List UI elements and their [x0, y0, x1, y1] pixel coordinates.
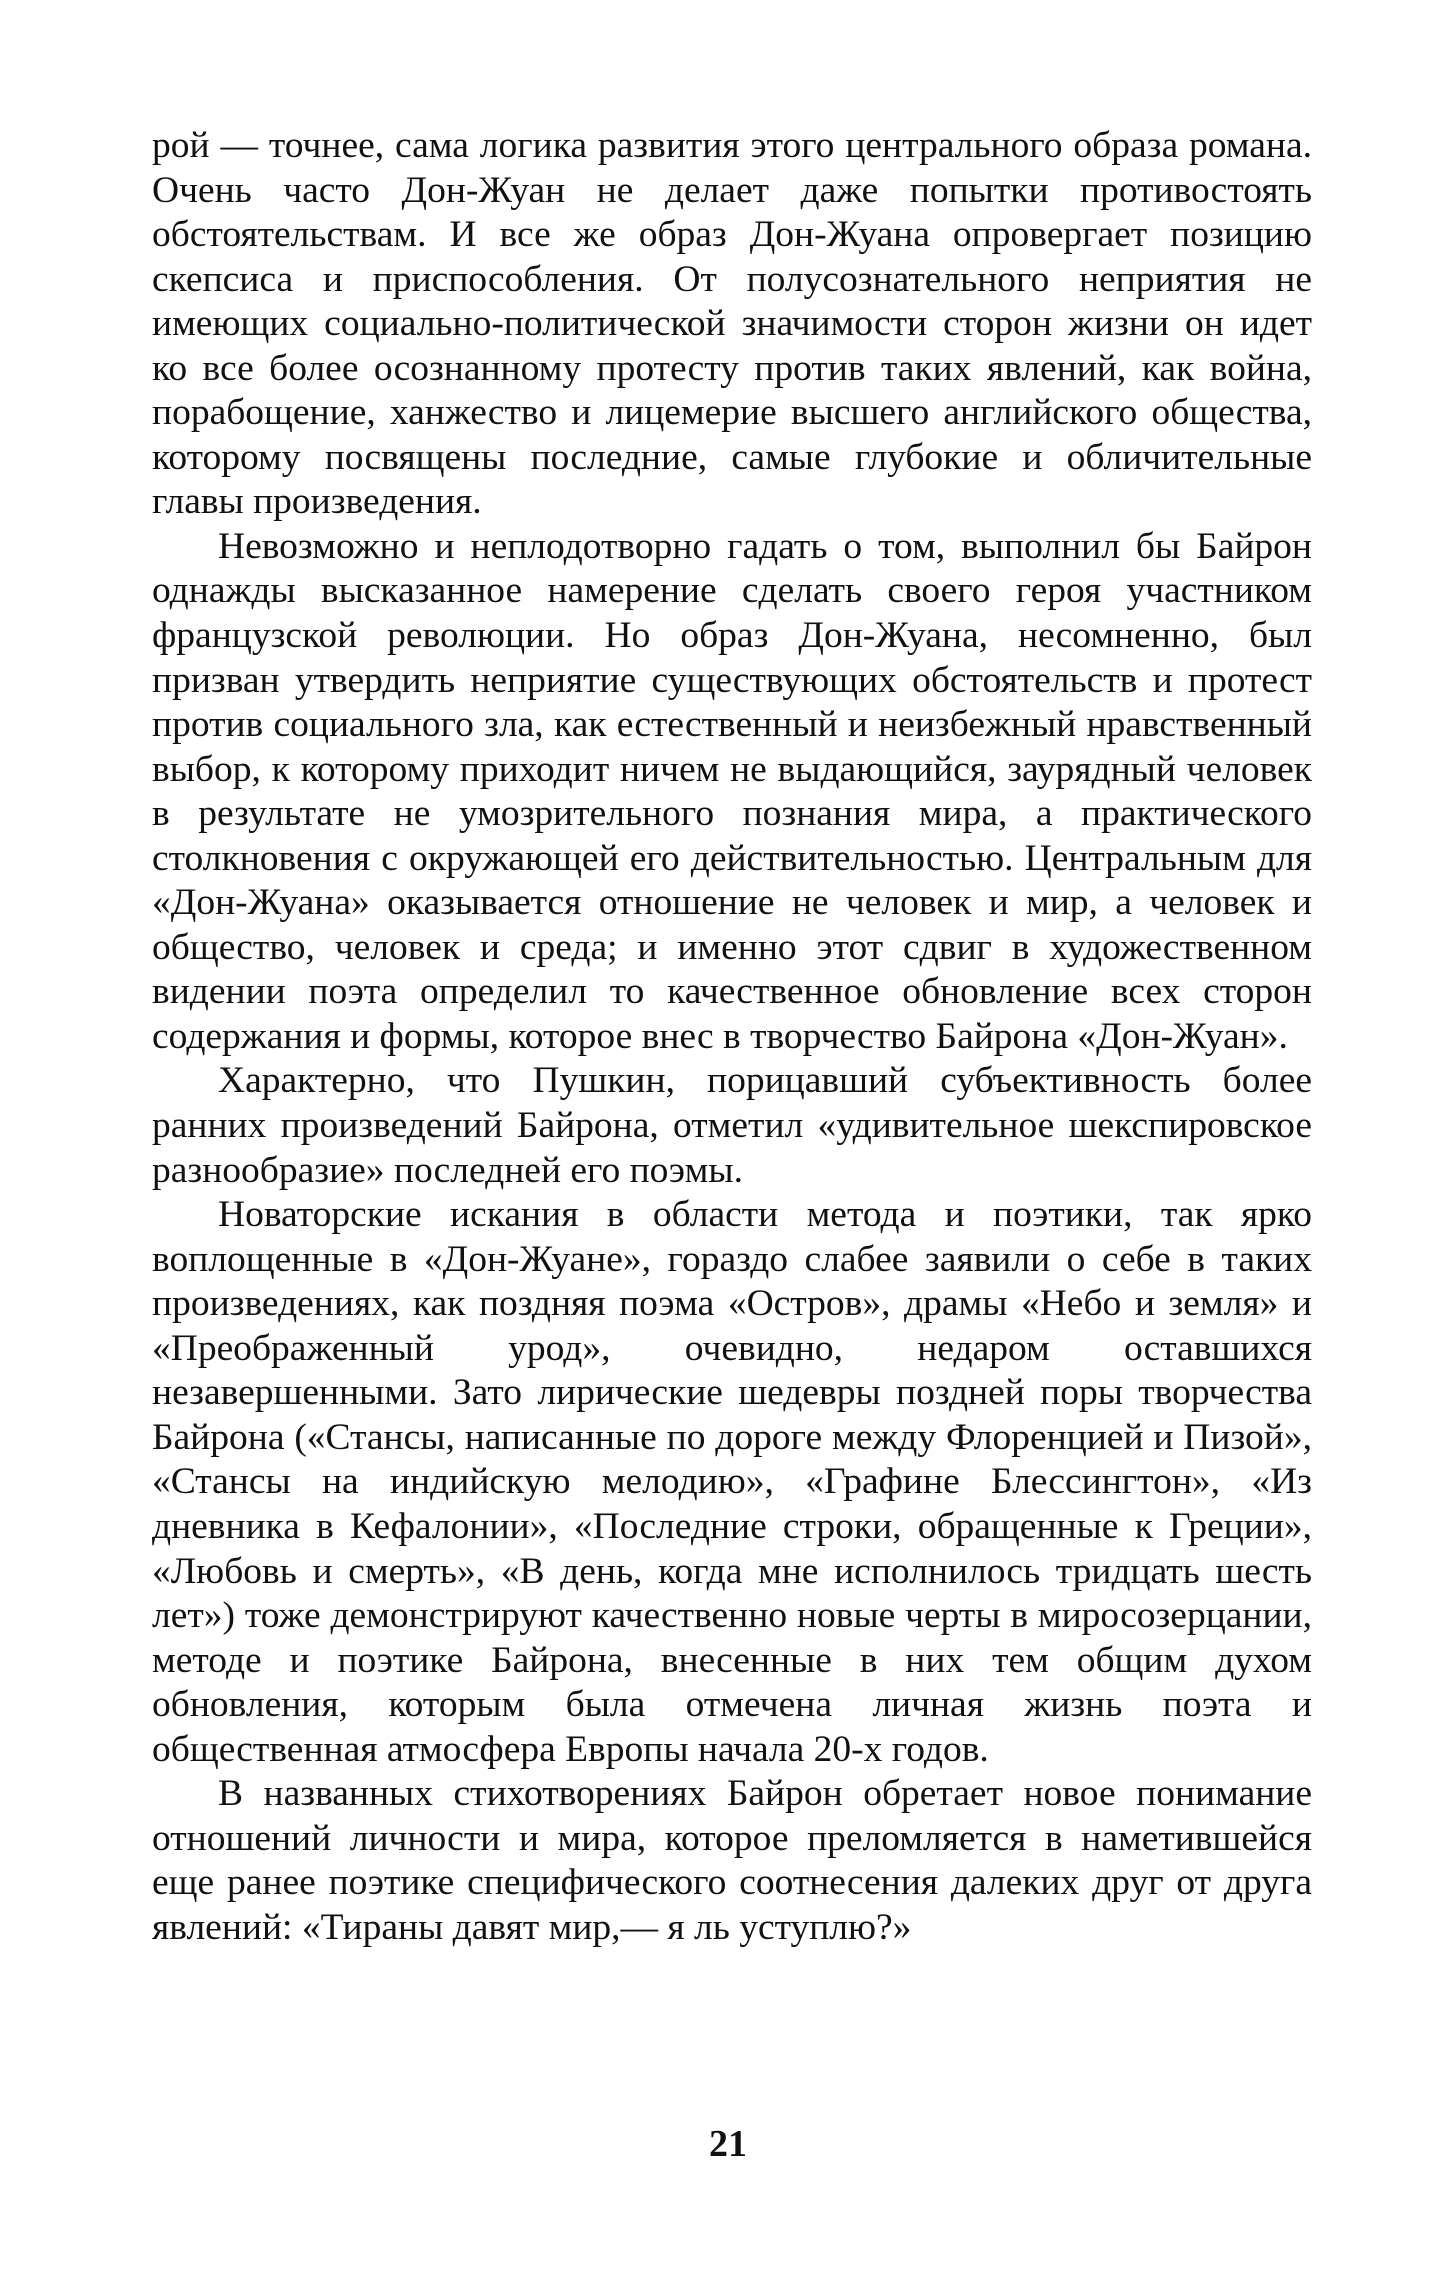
page-body: [152, 124, 1312, 1950]
paragraph-2: Невозможно и неплодотворно гадать о том, выполнил бы Байрон однажды высказанное намерение сделать своего героя участником французской революции. Но образ Дон-Жуана, несомненно, был призван утвердить неприятие существующих обстоятельств и протест против социального зла, как естественный и неизбежный нравственный выбор, к которому приходит ничем не выдающийся, заурядный человек в результате не умозрительного познания мира, а практического столкновения с окружающей его действительностью. Центральным для «Дон-Жуана» оказывается отношение не человек и мир, а человек и общество, человек и среда; и именно этот сдвиг в художественном видении поэта определил то качественное обновление всех сторон содержания и формы, которое внес в творчество Байрона «Дон-Жуан».: [152, 525, 1312, 1057]
paragraph-1: рой — точнее, сама логика развития этого центрального образа романа. Очень часто Дон-Жуан не делает даже попытки противостоять обстоятельствам. И все же образ Дон-Жуана опровергает позицию скепсиса и приспособления. От полусознательного неприятия не имеющих социально-политической значимости сторон жизни он идет ко все более осознанному протесту против таких явлений, как война, порабощение, ханжество и лицемерие высшего английского общества, которому посвящены последние, самые глубокие и обличительные главы произведения.: [152, 125, 1312, 523]
page-number: 21: [709, 2123, 747, 2165]
paragraph-3: Характерно, что Пушкин, порицавший субъективность более ранних произведений Байрона, отметил «удивительное шекспировское разнообразие» последней его поэмы.: [152, 1060, 1312, 1191]
paragraph-4: Новаторские искания в области метода и поэтики, так ярко воплощенные в «Дон-Жуане», гораздо слабее заявили о себе в таких произведениях, как поздняя поэма «Остров», драмы «Небо и земля» и «Преображенный урод», очевидно, недаром оставшихся незавершенными. Зато лирические шедевры поздней поры творчества Байрона («Стансы, написанные по дороге между Флоренцией и Пизой», «Стансы на индийскую мелодию», «Графине Блессингтон», «Из дневника в Кефалонии», «Последние строки, обращенные к Греции», «Любовь и смерть», «В день, когда мне исполнилось тридцать шесть лет») тоже демонстрируют качественно новые черты в миросозерцании, методе и поэтике Байрона, внесенные в них тем общим духом обновления, которым была отмечена личная жизнь поэта и общественная атмосфера Европы начала 20-х годов.: [152, 1194, 1312, 1770]
paragraph-5: В названных стихотворениях Байрон обретает новое понимание отношений личности и мира, которое преломляется в наметившейся еще ранее поэтике специфического соотнесения далеких друг от друга явлений: «Тираны давят мир,— я ль уступлю?»: [152, 1773, 1312, 1948]
